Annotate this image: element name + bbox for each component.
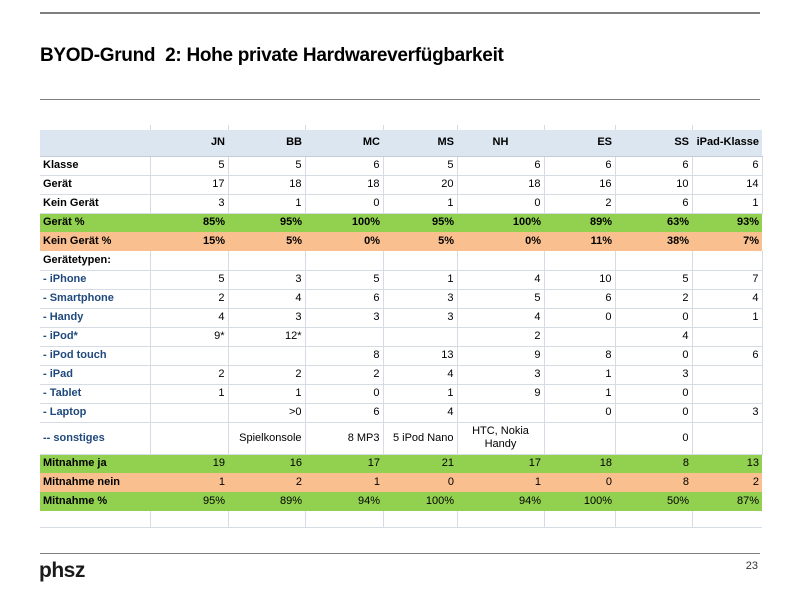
cell: 0 xyxy=(544,308,615,327)
cell: 3 xyxy=(150,194,228,213)
spacer-cell xyxy=(228,511,305,527)
cell: 1 xyxy=(457,473,544,492)
cell xyxy=(305,251,383,270)
table-row xyxy=(40,473,762,492)
cell: 6 xyxy=(615,156,692,175)
cell: 10 xyxy=(615,175,692,194)
cell: 89% xyxy=(228,492,305,511)
spacer-cell xyxy=(150,511,228,527)
cell: 13 xyxy=(692,454,762,473)
row-label: Mitnahme ja xyxy=(40,454,150,473)
cell: 6 xyxy=(544,156,615,175)
cell: 5 iPod Nano xyxy=(383,422,457,454)
cell: 3 xyxy=(305,308,383,327)
table-row xyxy=(40,346,762,365)
cell: 63% xyxy=(615,213,692,232)
row-label: Kein Gerät % xyxy=(40,232,150,251)
cell: 4 xyxy=(457,308,544,327)
cell: 2 xyxy=(228,365,305,384)
col-header-jn: JN xyxy=(150,130,228,156)
footer-rule xyxy=(40,553,760,554)
cell xyxy=(305,327,383,346)
cell: 9* xyxy=(150,327,228,346)
cell xyxy=(692,384,762,403)
row-label: - iPod touch xyxy=(40,346,150,365)
cell xyxy=(544,327,615,346)
cell: 0% xyxy=(305,232,383,251)
cell: 2 xyxy=(228,473,305,492)
cell: 0 xyxy=(544,473,615,492)
cell: 15% xyxy=(150,232,228,251)
cell: 94% xyxy=(457,492,544,511)
cell xyxy=(383,327,457,346)
col-header-es: ES xyxy=(544,130,615,156)
cell xyxy=(150,251,228,270)
cell xyxy=(457,403,544,422)
cell: 16 xyxy=(228,454,305,473)
cell: Spielkonsole xyxy=(228,422,305,454)
cell: 6 xyxy=(305,156,383,175)
table-row xyxy=(40,270,762,289)
cell: 6 xyxy=(305,403,383,422)
cell: 5 xyxy=(615,270,692,289)
cell: 5 xyxy=(305,270,383,289)
cell: 20 xyxy=(383,175,457,194)
cell: HTC, Nokia Handy xyxy=(457,422,544,454)
cell: 5 xyxy=(228,156,305,175)
cell: 18 xyxy=(457,175,544,194)
col-header-nh: NH xyxy=(457,130,544,156)
cell: 8 xyxy=(615,454,692,473)
cell: 4 xyxy=(692,289,762,308)
cell: 8 xyxy=(305,346,383,365)
cell: 3 xyxy=(457,365,544,384)
cell xyxy=(228,251,305,270)
cell: 0 xyxy=(383,473,457,492)
spacer-cell xyxy=(383,511,457,527)
cell: 0 xyxy=(457,194,544,213)
spacer-cell xyxy=(457,511,544,527)
cell: 3 xyxy=(692,403,762,422)
cell: 0 xyxy=(544,403,615,422)
col-header-ss: SS xyxy=(615,130,692,156)
row-label: - iPad xyxy=(40,365,150,384)
cell xyxy=(544,251,615,270)
cell: 16 xyxy=(544,175,615,194)
cell: 17 xyxy=(457,454,544,473)
cell: 10 xyxy=(544,270,615,289)
cell: 1 xyxy=(383,194,457,213)
cell: 93% xyxy=(692,213,762,232)
cell: 18 xyxy=(228,175,305,194)
top-rule xyxy=(40,12,760,14)
cell: 2 xyxy=(692,473,762,492)
table-row xyxy=(40,175,762,194)
spacer-cell xyxy=(692,511,762,527)
spacer-cell xyxy=(615,511,692,527)
cell: 5 xyxy=(150,270,228,289)
cell: 1 xyxy=(305,473,383,492)
cell xyxy=(692,422,762,454)
cell xyxy=(457,251,544,270)
table-row xyxy=(40,365,762,384)
cell: 0 xyxy=(615,384,692,403)
cell: 95% xyxy=(150,492,228,511)
cell: 4 xyxy=(457,270,544,289)
cell: 7 xyxy=(692,270,762,289)
row-label: -- sonstiges xyxy=(40,422,150,454)
cell: 6 xyxy=(457,156,544,175)
cell: 2 xyxy=(615,289,692,308)
cell: 95% xyxy=(383,213,457,232)
col-header-mc: MC xyxy=(305,130,383,156)
col-header-ms: MS xyxy=(383,130,457,156)
row-label: - Laptop xyxy=(40,403,150,422)
cell: 1 xyxy=(228,194,305,213)
cell: 11% xyxy=(544,232,615,251)
row-label: - iPod* xyxy=(40,327,150,346)
table-row xyxy=(40,384,762,403)
row-label: Gerät xyxy=(40,175,150,194)
row-label: - Smartphone xyxy=(40,289,150,308)
cell: 89% xyxy=(544,213,615,232)
cell xyxy=(150,346,228,365)
cell: 19 xyxy=(150,454,228,473)
table-row xyxy=(40,251,762,270)
cell xyxy=(383,251,457,270)
cell: 1 xyxy=(692,308,762,327)
cell: 100% xyxy=(383,492,457,511)
row-label: Mitnahme nein xyxy=(40,473,150,492)
cell: 2 xyxy=(457,327,544,346)
cell: 9 xyxy=(457,346,544,365)
table-row xyxy=(40,194,762,213)
cell: 2 xyxy=(150,365,228,384)
cell: 1 xyxy=(228,384,305,403)
row-label: Gerät % xyxy=(40,213,150,232)
cell: 8 xyxy=(544,346,615,365)
cell: 8 xyxy=(615,473,692,492)
table-row xyxy=(40,289,762,308)
spacer-row xyxy=(40,511,762,527)
cell: 3 xyxy=(383,289,457,308)
cell: >0 xyxy=(228,403,305,422)
cell xyxy=(228,346,305,365)
cell: 5% xyxy=(383,232,457,251)
cell: 17 xyxy=(150,175,228,194)
row-label: - iPhone xyxy=(40,270,150,289)
spacer-cell xyxy=(40,511,150,527)
table-row xyxy=(40,327,762,346)
table-row xyxy=(40,403,762,422)
col-header-bb: BB xyxy=(228,130,305,156)
header-row xyxy=(40,130,762,156)
cell: 2 xyxy=(150,289,228,308)
cell: 0 xyxy=(305,194,383,213)
cell: 5% xyxy=(228,232,305,251)
cell: 50% xyxy=(615,492,692,511)
row-label: - Handy xyxy=(40,308,150,327)
cell: 1 xyxy=(383,384,457,403)
cell: 14 xyxy=(692,175,762,194)
cell: 21 xyxy=(383,454,457,473)
cell: 1 xyxy=(383,270,457,289)
table-row xyxy=(40,492,762,511)
cell: 4 xyxy=(383,403,457,422)
cell: 9 xyxy=(457,384,544,403)
row-label: Klasse xyxy=(40,156,150,175)
cell xyxy=(150,403,228,422)
cell: 0 xyxy=(615,308,692,327)
cell xyxy=(615,251,692,270)
cell: 2 xyxy=(305,365,383,384)
row-label: Mitnahme % xyxy=(40,492,150,511)
cell: 1 xyxy=(150,473,228,492)
cell xyxy=(692,251,762,270)
table-row xyxy=(40,454,762,473)
cell: 2 xyxy=(544,194,615,213)
cell: 6 xyxy=(692,156,762,175)
cell: 6 xyxy=(305,289,383,308)
cell: 8 MP3 xyxy=(305,422,383,454)
cell: 17 xyxy=(305,454,383,473)
cell: 0 xyxy=(615,422,692,454)
page-title: BYOD-Grund 2: Hohe private Hardwareverfügbarkeit xyxy=(40,45,504,66)
cell: 3 xyxy=(383,308,457,327)
cell: 6 xyxy=(615,194,692,213)
cell: 4 xyxy=(615,327,692,346)
cell: 1 xyxy=(692,194,762,213)
cell: 7% xyxy=(692,232,762,251)
cell: 5 xyxy=(457,289,544,308)
cell: 3 xyxy=(228,308,305,327)
cell: 4 xyxy=(150,308,228,327)
cell xyxy=(544,422,615,454)
cell: 6 xyxy=(692,346,762,365)
cell xyxy=(150,422,228,454)
cell: 1 xyxy=(150,384,228,403)
spacer-cell xyxy=(544,511,615,527)
cell: 6 xyxy=(544,289,615,308)
byod-table xyxy=(40,125,763,528)
cell: 18 xyxy=(305,175,383,194)
cell: 3 xyxy=(228,270,305,289)
cell: 1 xyxy=(544,365,615,384)
table-row xyxy=(40,422,762,454)
cell: 95% xyxy=(228,213,305,232)
table-row xyxy=(40,213,762,232)
cell: 94% xyxy=(305,492,383,511)
cell: 85% xyxy=(150,213,228,232)
cell: 4 xyxy=(383,365,457,384)
cell: 0 xyxy=(615,403,692,422)
cell: 0 xyxy=(305,384,383,403)
spacer-cell xyxy=(305,511,383,527)
cell: 0 xyxy=(615,346,692,365)
table-row xyxy=(40,232,762,251)
cell xyxy=(692,365,762,384)
cell: 13 xyxy=(383,346,457,365)
table-row xyxy=(40,308,762,327)
cell xyxy=(692,327,762,346)
cell: 18 xyxy=(544,454,615,473)
cell: 0% xyxy=(457,232,544,251)
row-label: Gerätetypen: xyxy=(40,251,150,270)
cell: 100% xyxy=(457,213,544,232)
phsz-logo: phsz xyxy=(39,559,85,582)
cell: 4 xyxy=(228,289,305,308)
cell: 12* xyxy=(228,327,305,346)
cell: 3 xyxy=(615,365,692,384)
corner-cell xyxy=(40,130,150,156)
cell: 38% xyxy=(615,232,692,251)
col-header-ipad-klasse: iPad-Klasse xyxy=(692,130,762,156)
title-rule xyxy=(40,99,760,100)
cell: 1 xyxy=(544,384,615,403)
table-row xyxy=(40,156,762,175)
cell: 87% xyxy=(692,492,762,511)
cell: 5 xyxy=(383,156,457,175)
row-label: - Tablet xyxy=(40,384,150,403)
cell: 5 xyxy=(150,156,228,175)
cell: 100% xyxy=(544,492,615,511)
row-label: Kein Gerät xyxy=(40,194,150,213)
cell: 100% xyxy=(305,213,383,232)
page-number: 23 xyxy=(745,560,758,572)
